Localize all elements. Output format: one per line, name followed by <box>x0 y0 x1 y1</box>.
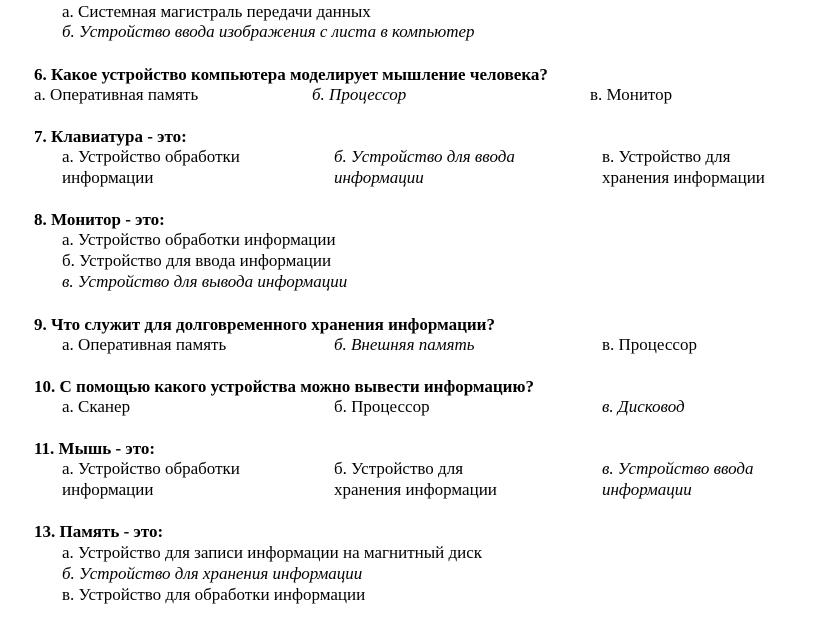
question-11-option-b-line2: хранения информации <box>334 480 497 499</box>
question-9-option-c: в. Процессор <box>602 335 697 354</box>
question-9-option-b: б. Внешняя память <box>334 335 475 354</box>
question-10-option-a: а. Сканер <box>62 397 131 416</box>
question-7-option-c-line2: хранения информации <box>602 168 765 187</box>
option-a-top: а. Системная магистраль передачи данных <box>62 2 371 21</box>
question-11-option-a-line1: а. Устройство обработки <box>62 459 240 478</box>
question-6-option-a: а. Оперативная память <box>34 85 199 104</box>
question-11-option-c-line1: в. Устройство ввода <box>602 459 754 478</box>
question-11-option-b-line1: б. Устройство для <box>334 459 464 478</box>
question-8-option-b: б. Устройство для ввода информации <box>62 251 332 270</box>
question-7-title: 7. Клавиатура - это: <box>34 127 187 146</box>
question-6-option-b: б. Процессор <box>312 85 407 104</box>
question-10-option-c: в. Дисковод <box>602 397 685 416</box>
question-8-option-c: в. Устройство для вывода информации <box>62 272 348 291</box>
question-7-option-b-line2: информации <box>334 168 424 187</box>
question-6-title: 6. Какое устройство компьютера моделирует мышление человека? <box>34 65 548 84</box>
question-13-title: 13. Память - это: <box>34 522 164 541</box>
question-11-option-a-line2: информации <box>62 480 154 499</box>
question-7-option-c-line1: в. Устройство для <box>602 147 731 166</box>
question-11-title: 11. Мышь - это: <box>34 439 156 458</box>
question-13-option-a: а. Устройство для записи информации на магнитный диск <box>62 543 483 562</box>
question-7-option-a-line1: а. Устройство обработки <box>62 147 240 166</box>
question-11-option-c-line2: информации <box>602 480 692 499</box>
question-9-option-a: а. Оперативная память <box>62 335 227 354</box>
question-6-option-c: в. Монитор <box>590 85 673 104</box>
question-9-title: 9. Что служит для долговременного хранения информации? <box>34 315 495 334</box>
option-b-top: б. Устройство ввода изображения с листа в компьютер <box>62 22 475 41</box>
question-7-option-a-line2: информации <box>62 168 154 187</box>
question-7-option-b-line1: б. Устройство для ввода <box>334 147 515 166</box>
question-13-option-b: б. Устройство для хранения информации <box>62 564 363 583</box>
question-8-option-a: а. Устройство обработки информации <box>62 230 336 249</box>
question-10-title: 10. С помощью какого устройства можно вывести информацию? <box>34 377 534 396</box>
question-13-option-c: в. Устройство для обработки информации <box>62 585 366 604</box>
question-8-title: 8. Монитор - это: <box>34 210 165 229</box>
question-10-option-b: б. Процессор <box>334 397 430 416</box>
